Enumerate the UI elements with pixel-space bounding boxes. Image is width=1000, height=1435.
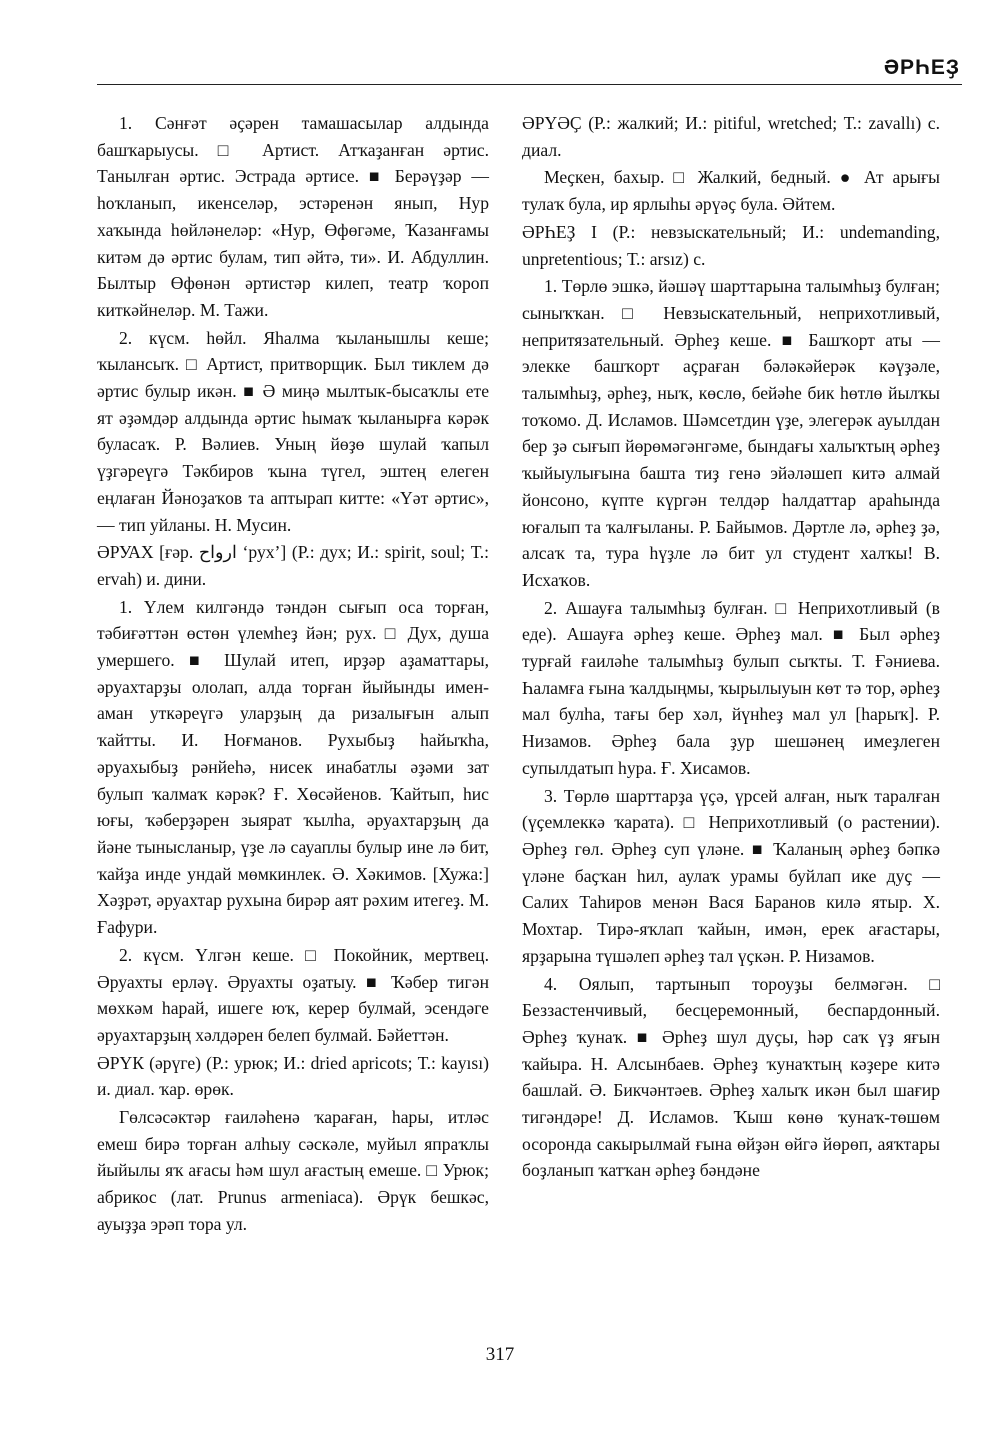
right-column [522, 110, 940, 1184]
sense-paragraph: 3. Төрлө шарттарҙа үҫә, үрсей алған, ныҡ таралған (үҫемлеккә ҡарата). □ Неприхотливый (о растении). Әрһеҙ гөл. Әрһеҙ суп үләне. ■ Ҡаланың әрһеҙ бәпкә үләне баҫҡан һил, аулаҡ урамы буйлап ике дуҫ — Салих Таһиров менән Вася Баранов килә ятыр. Х. Мохтар. Тирә-яҡлап ҡайын, имән, ерек ағастары, ярҙарына түшәлеп әрһеҙ тал үҫкән. Р. Низамов. [522, 785, 940, 966]
sense-paragraph: Меҫкен, бахыр. □ Жалкий, бедный. ● Ат арығы тулаҡ була, ир ярлыһы әрүәҫ була. Әйтем. [522, 167, 940, 215]
running-head: ӘРҺЕҘ [883, 56, 960, 79]
sense-paragraph: 4. Оялып, тартынып тороуҙы белмәгән. □ Беззастенчивый, бесцеремонный, беспардонный. Әрһеҙ ҡунаҡ. ■ Әрһеҙ шул дуҫы, һәр саҡ үҙ яғын ҡайыра. Н. Алсынбаев. Әрһеҙ ҡунаҡтың кәҙере китә башлай. Ә. Бикчәнтәев. Әрһеҙ халыҡ икән был шағир тигәндәре! Д. Исламов. Ҡыш көнө ҡунаҡ-төшөм осоронда сакырылмай ғына өйҙән өйгә йөрөп, аяҡтары боҙланып ҡатҡан әрһеҙ бәндәне [522, 973, 940, 1181]
entry-headword-paragraph: ӘРҺЕҘ I (Р.: невзыскательный; И.: undemanding, unpretentious; Т.: arsız) с. [522, 221, 940, 269]
left-column [97, 110, 489, 1238]
sense-paragraph: 2. күсм. Үлгән кеше. □ Покойник, мертвец. Әруахты ерләү. Әруахты оҙатыу. ■ Ҡәбер тигән мөхкәм һарай, ишеге юҡ, керер булмай, эсендәге әруахтарҙың хәлдәрен белеп булмай. Бәйеттән. [97, 944, 489, 1045]
entry-headword-paragraph: ӘРҮК (әрүге) (Р.: урюк; И.: dried apricots; Т.: kayısı) и. диал. ҡар. өрөк. [97, 1052, 489, 1100]
entry-headword-paragraph: ӘРҮӘҪ (Р.: жалкий; И.: pitiful, wretched; Т.: zavallı) с. диал. [522, 113, 940, 160]
page-number: 317 [485, 1344, 515, 1365]
sense-paragraph: Гөлсәсәктәр ғаиләһенә ҡараған, һары, итләс емеш бирә торған алһыу сәскәле, муйыл япраҡлы йыйылы яҡ ағасы һәм шул ағастың емеше. □ Урюк; абрикос (лат. Prunus armeniaca). Әрүк бешкәс, ауыҙҙа эрәп тора ул. [97, 1107, 489, 1234]
sense-paragraph: 1. Төрлө эшкә, йәшәү шарттарына талымһыҙ булған; сыныҡҡан. □ Невзыскательный, неприхотливый, непритязательный. Әрһеҙ кеше. ■ Башҡорт аты — элекке башҡорт аҫраған бәләкәйерәк кәүҙәле, талымһыҙ, әрһеҙ, ныҡ, көслө, бейәһе бик һөтлө йылҡы тоҡомо. Д. Исламов. Шәмсетдин үҙе, элегерәк ауылдан бер ҙә сығып йөрөмәгәнгәме, бындағы халыҡтың әрһеҙ ҡыйыулығына башта тиҙ генә эйәләшеп китә алмай йонсоно, күпте күргән телдәр һалдаттар араһында юғалып та ҡалғыланы. Р. Байымов. Дәртле лә, әрһеҙ ҙә, алсаҡ та, тура һүҙле лә бит ул студент халҡы! В. Исхаҡов. [522, 276, 940, 590]
sense-paragraph: 2. күсм. һөйл. Яһалма ҡыланышлы кеше; ҡылансыҡ. □ Артист, притворщик. Был тиклем дә әртис булыр икән. ■ Ә миңә мылтык-бысаҡлы ете ят әҙәмдәр алдында әртис һымаҡ ҡыланырға кәрәк буласаҡ. Р. Вәлиев. Уның йөҙө шулай ҡапыл үҙгәреүгә Тәкбиров ҡына түгел, эштең елеген еңлаған Йәноҙаҡов та аптырап китте: «Үәт әртис», — тип уйланы. Н. Мусин. [97, 327, 489, 535]
sense-paragraph: 1. Сәнғәт әҫәрен тамашасылар алдында башҡарыусы. □ Артист. Атҡаҙанған әртис. Танылған әртис. Эстрада әртисе. ■ Берәүҙәр — һоҡланып, икенселәр, эстәренән янып, Нур хаҡында һөйләнеләр: «Нур, Өфөгәме, Ҡазанғамы китәм дә әртис булам, тип әйтә, ти». И. Абдуллин. Былтыр Өфөнән әртистәр килеп, театр ҡороп киткәйнеләр. М. Тажи. [97, 113, 489, 320]
entry-headword-paragraph: ӘРУАХ [ғәр. ارواح ‘рух’] (Р.: дух; И.: spirit, soul; Т.: ervah) и. дини. [97, 542, 489, 589]
header-rule [97, 84, 962, 85]
sense-paragraph: 2. Ашауға талымһыҙ булған. □ Неприхотливый (в еде). Ашауға әрһеҙ кеше. Әрһеҙ мал. ■ Был әрһеҙ турғай ғаиләһе талымһыҙ булып сыҡты. Т. Ғәниева. Һаламға ғына ҡалдыңмы, ҡырылыуын көт тә тор, әрһеҙ мал булһа, тағы бер хәл, йүнһеҙ мал ул [һарыҡ]. Р. Низамов. Әрһеҙ бала ҙур шешәнең имеҙлеген супылдатып һура. Ғ. Хисамов. [522, 597, 940, 778]
sense-paragraph: 1. Үлем килгәндә тәндән сығып оса торған, тәбиғәттән өстөн үлемһеҙ йән; рух. □ Дух, душа умершего. ■ Шулай итеп, ирҙәр аҙаматтары, әруахтарҙы ололап, алда торған йыйынды имен-аман уткәреүгә уларҙың да ризалығын алып ҡайтты. И. Ноғманов. Рухыбыҙ һайыҡһа, әруахыбыҙ рәнйеһә, нисек инабатлы әҙәми зат булып ҡалмаҡ кәрәк? Ғ. Хөсәйенов. Ҡайтып, һис юғы, ҡәберҙәрен зыярат ҡылһа, әруахтарҙың да йәне тынысланыр, үҙе лә сауаплы булыр ине лә бит, ҡайҙа инде ундай мөмкинлек. Ә. Хәкимов. [Хужа:] Хәҙрәт, әруахтар рухына бирәр аят рәхим итегеҙ. М. Ғафури. [97, 596, 489, 938]
